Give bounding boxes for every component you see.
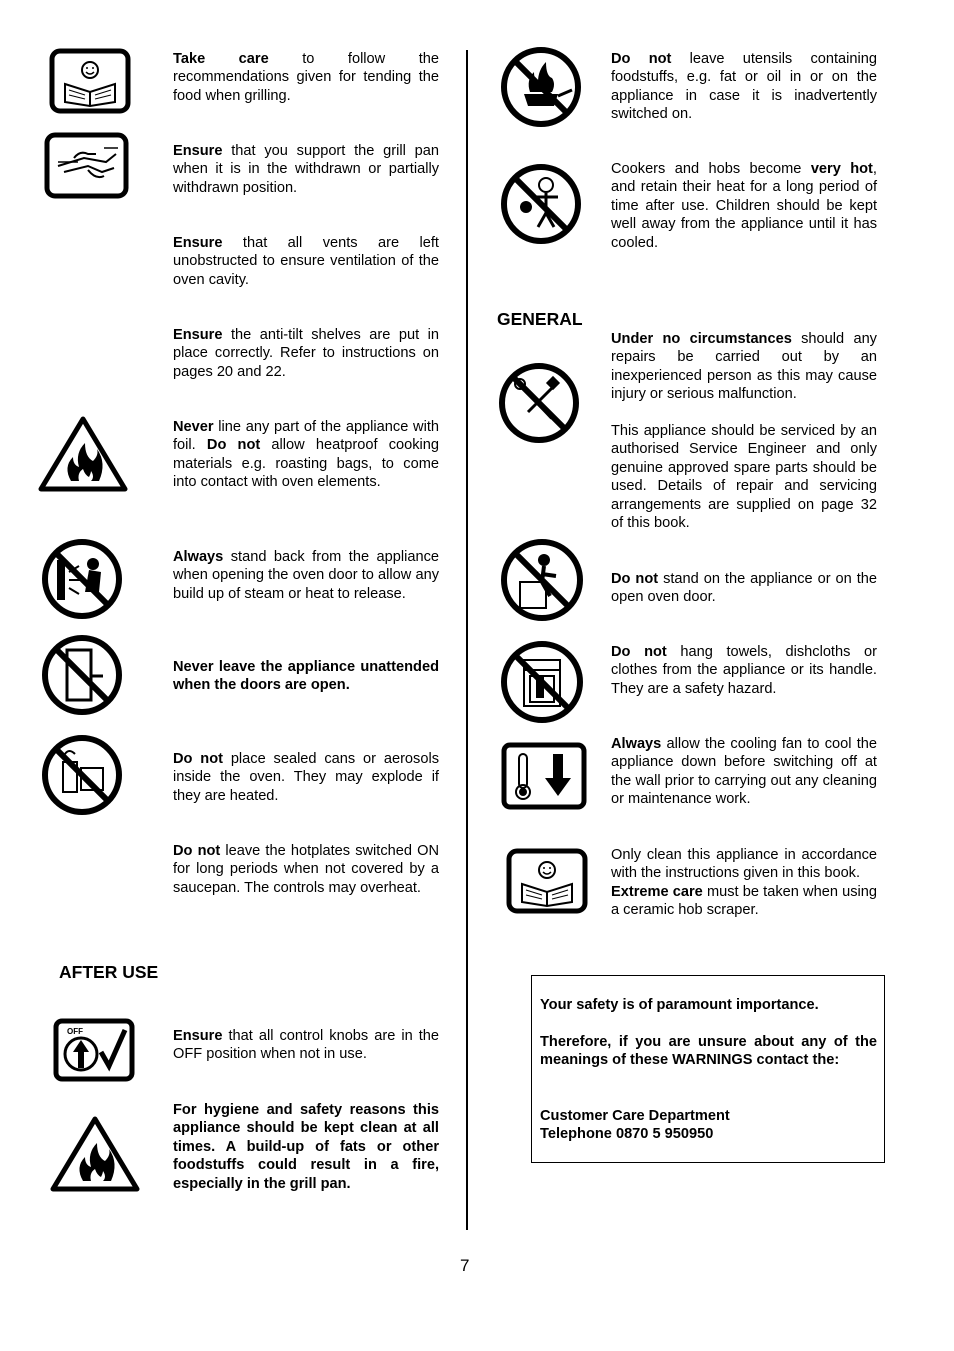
warning-grilling: Take care to follow the recommendations given for tending the food when grilling. <box>173 51 439 104</box>
open-door-warning-icon <box>41 634 123 716</box>
notice-line-2: Therefore, if you are unsure about any of the meanings of these WARNINGS contact the: <box>540 1034 877 1069</box>
warning-very-hot: Cookers and hobs become very hot, and retain their heat for a long period of time after use. Children should be kept well away from the appliance until it has cooled. <box>611 161 877 251</box>
warning-cooling-fan: Always allow the cooling fan to cool the appliance down before switching off at the wall prior to carrying out any cleaning or maintenance work. <box>611 736 877 808</box>
fire-warning-icon <box>37 415 129 493</box>
notice-line-3: Customer Care Department <box>540 1108 730 1124</box>
warning-sealed-cans: Do not place sealed cans or aerosols inside the oven. They may explode if they are heated. <box>173 751 439 804</box>
off-knob-icon <box>53 1018 135 1082</box>
column-divider <box>466 50 468 1230</box>
warning-hotplates: Do not leave the hotplates switched ON for long periods when not covered by a saucepan. The controls may overheat. <box>173 843 439 896</box>
warning-cleaning: Only clean this appliance in accordance with the instructions given in this book. Extreme care must be taken when using a ceramic hob scraper. <box>611 847 878 919</box>
warning-standing: Do not stand on the appliance or on the open oven door. <box>611 571 877 606</box>
no-standing-icon <box>500 538 584 622</box>
general-heading: GENERAL <box>497 309 583 329</box>
warning-foil: Never line any part of the appliance with foil. Do not allow heatproof cooking materials e.g. roasting bags, to come into contact with oven elements. <box>173 419 440 491</box>
warning-steam: Always stand back from the appliance when opening the oven door to allow any build up of steam or heat to release. <box>173 549 439 602</box>
grill-pan-support-icon <box>44 132 129 199</box>
warning-doors-open: Never leave the appliance unattended when the doors are open. <box>173 659 439 694</box>
hygiene-fire-warning-icon <box>49 1115 141 1193</box>
read-instructions-icon <box>49 48 131 114</box>
notice-line-1: Your safety is of paramount importance. <box>540 997 819 1013</box>
steam-warning-icon <box>41 538 123 620</box>
sealed-cans-warning-icon <box>41 734 123 816</box>
safety-notice-box <box>531 975 885 1163</box>
pan-fire-warning-icon <box>500 46 582 128</box>
warning-vents: Ensure that all vents are left unobstructed to ensure ventilation of the oven cavity. <box>173 235 439 288</box>
children-warning-icon <box>500 163 582 245</box>
off-label: OFF <box>67 1027 83 1036</box>
warning-repairs: Under no circumstances should any repairs be carried out by an inexperienced person as this may cause injury or serious malfunction. <box>611 331 877 403</box>
warning-shelves: Ensure the anti-tilt shelves are put in place correctly. Refer to instructions on pages 20 and 22. <box>173 327 439 380</box>
read-instructions-icon-2 <box>506 848 588 914</box>
warning-servicing: This appliance should be serviced by an authorised Service Engineer and only genuine approved spare parts should be used. Details of repair and servicing arrangements are supplied on page 32 of this book. <box>611 423 877 532</box>
notice-line-4: Telephone 0870 5 950950 <box>540 1126 714 1142</box>
warning-hygiene: For hygiene and safety reasons this appliance should be kept clean at all times. A build-up of fats or other foodstuffs could result in a fire, especially in the grill pan. <box>173 1102 439 1192</box>
warning-utensils: Do not leave utensils containing foodstuffs, e.g. fat or oil in or on the appliance in case it is inadvertently switched on. <box>611 51 877 123</box>
warning-knobs-off: Ensure that all control knobs are in the OFF position when not in use. <box>173 1028 439 1063</box>
no-repairs-tools-icon <box>498 362 580 444</box>
no-towels-icon <box>500 640 584 724</box>
warning-grill-pan: Ensure that you support the grill pan when it is in the withdrawn or partially withdrawn position. <box>173 143 439 196</box>
cooling-fan-thermometer-icon <box>501 742 587 810</box>
page-number: 7 <box>460 1256 470 1275</box>
after-use-heading: AFTER USE <box>59 962 159 982</box>
warning-towels: Do not hang towels, dishcloths or clothes from the appliance or its handle. They are a safety hazard. <box>611 644 877 697</box>
